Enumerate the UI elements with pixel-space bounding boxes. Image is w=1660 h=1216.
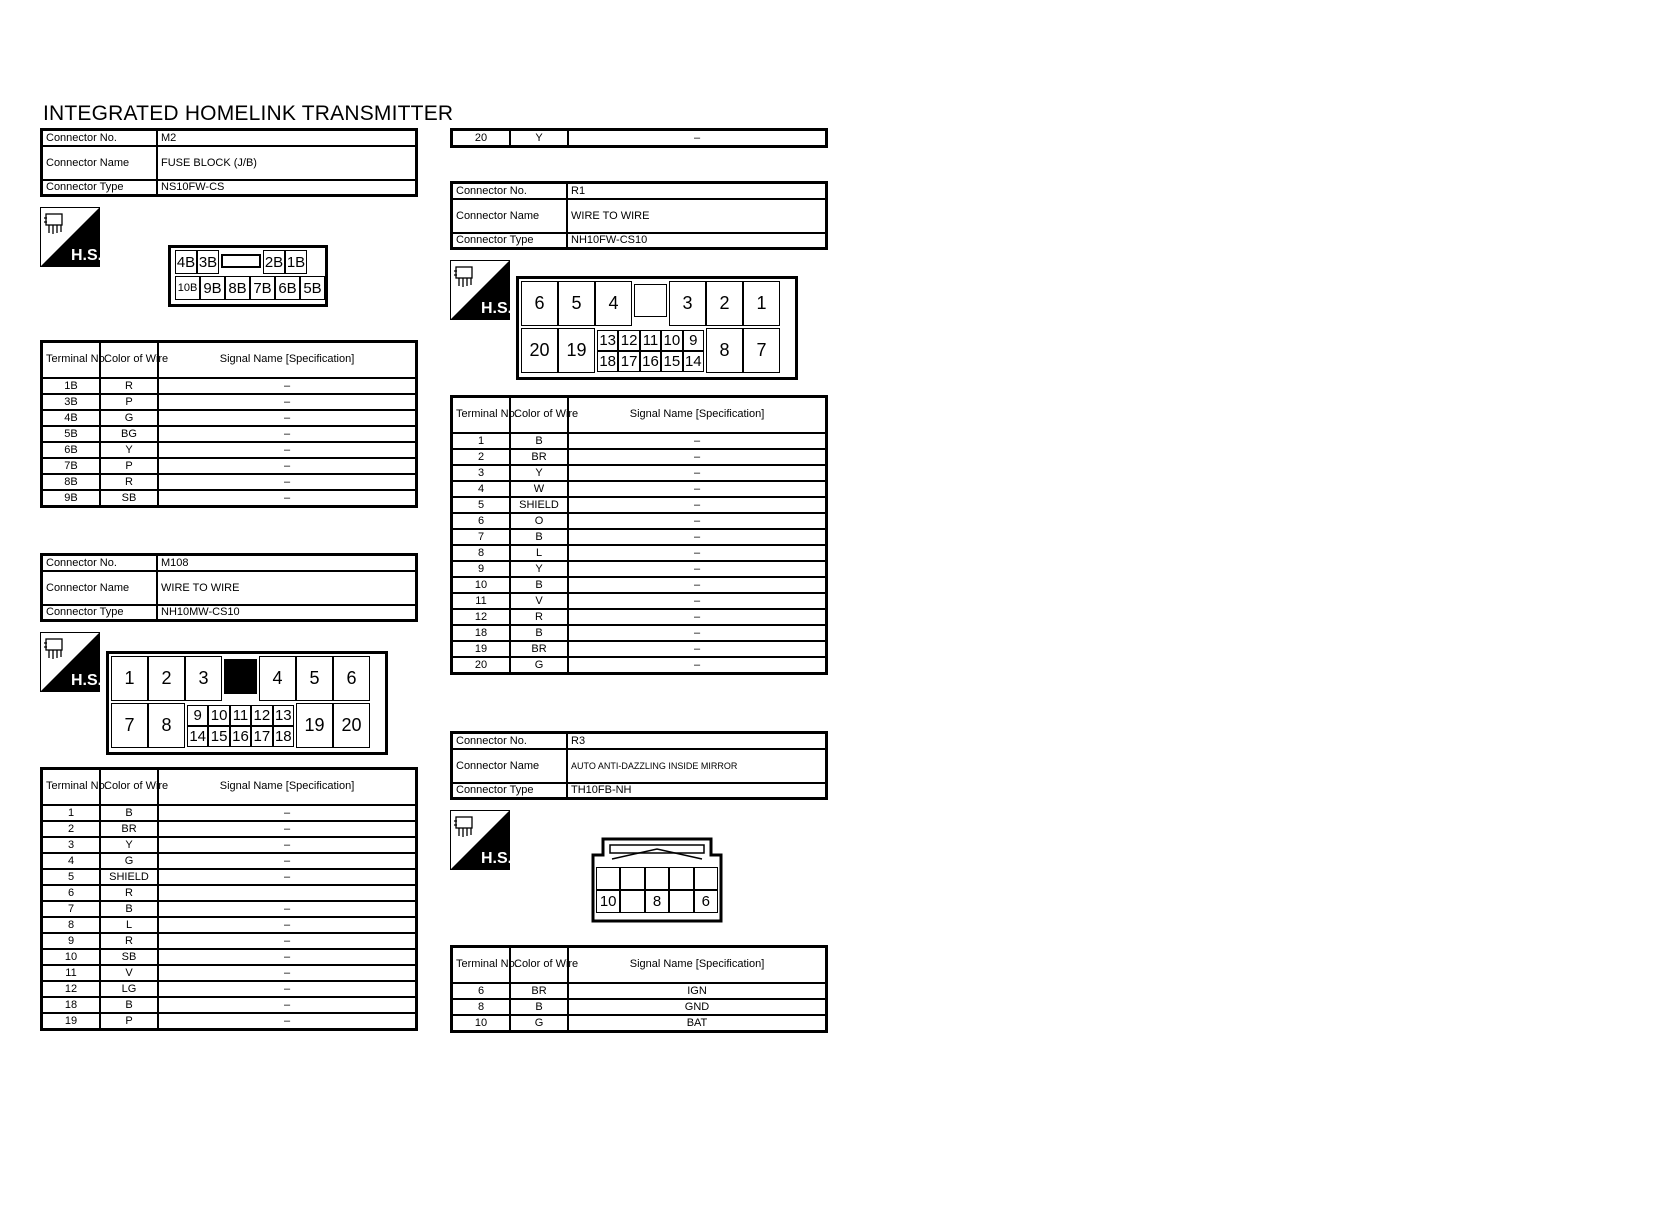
table-row: [452, 609, 827, 625]
table-row: [452, 433, 827, 449]
table-row: [452, 593, 827, 609]
table-row: [452, 625, 827, 641]
connector-info-r3: [450, 731, 828, 800]
terminal-cell: 10: [452, 1015, 511, 1032]
pin-cell: 16: [640, 351, 661, 372]
signal-name-cell: [158, 885, 417, 901]
pin-cell: 2B: [263, 250, 285, 274]
terminal-cell: 1B: [42, 378, 101, 394]
pin-cell: 9B: [200, 276, 225, 300]
wire-color-cell: SHIELD: [510, 497, 568, 513]
terminal-cell: 9B: [42, 490, 101, 507]
signal-name-cell: –: [568, 465, 827, 481]
connector-name-label: Connector Name: [42, 571, 158, 605]
table-row: [42, 821, 417, 837]
signal-name-cell: –: [158, 394, 417, 410]
pin-cell: 9: [187, 705, 208, 726]
pin-cell: 12: [618, 330, 639, 351]
signal-name-cell: –: [158, 1013, 417, 1030]
table-row: [42, 410, 417, 426]
terminal-cell: 3: [42, 837, 101, 853]
pin-cell: 19: [558, 328, 595, 373]
table-row: [42, 378, 417, 394]
wire-color-cell: Y: [100, 837, 158, 853]
svg-text:H.S.: H.S.: [481, 300, 513, 317]
wire-color-cell: R: [100, 933, 158, 949]
connector-no-value: M2: [157, 130, 417, 146]
signal-name-header: Signal Name [Specification]: [568, 397, 827, 433]
wire-color-cell: G: [100, 410, 158, 426]
connector-no-label: Connector No.: [42, 555, 158, 571]
table-row: [42, 853, 417, 869]
pin-cell: 11: [230, 705, 251, 726]
signal-name-cell: –: [158, 965, 417, 981]
wire-color-cell: B: [510, 577, 568, 593]
terminal-cell: 19: [42, 1013, 101, 1030]
terminal-cell: 20: [452, 130, 511, 147]
terminal-cell: 6: [452, 983, 511, 999]
locking-tab: [221, 254, 261, 268]
pin-cell: 10: [661, 330, 682, 351]
table-row: [452, 657, 827, 674]
table-row: [42, 933, 417, 949]
terminal-cell: 9: [42, 933, 101, 949]
pin-cell: 1: [743, 281, 780, 326]
pin-cell: 6: [521, 281, 558, 326]
wire-color-cell: B: [510, 529, 568, 545]
connector-name-value: AUTO ANTI-DAZZLING INSIDE MIRROR: [567, 749, 827, 783]
pin-cell: [596, 867, 620, 890]
hs-harness-side-icon: [40, 207, 103, 267]
terminal-cell: 8: [452, 545, 511, 561]
signal-name-cell: –: [568, 545, 827, 561]
pin-cell: 17: [251, 726, 272, 747]
wire-color-cell: V: [510, 593, 568, 609]
signal-name-cell: –: [568, 449, 827, 465]
table-row: [42, 981, 417, 997]
signal-name-cell: –: [568, 609, 827, 625]
terminal-cell: 19: [452, 641, 511, 657]
wire-color-cell: R: [510, 609, 568, 625]
pin-cell: 3: [185, 656, 222, 701]
terminal-cell: 7B: [42, 458, 101, 474]
connector-type-value: NH10FW-CS10: [567, 233, 827, 249]
table-row: [42, 837, 417, 853]
signal-name-cell: –: [568, 641, 827, 657]
signal-table-m108-continued: [450, 128, 828, 148]
table-row: [42, 917, 417, 933]
wire-color-cell: O: [510, 513, 568, 529]
pin-cell: 4B: [175, 250, 197, 274]
signal-name-cell: –: [158, 853, 417, 869]
pin-cell: 2: [148, 656, 185, 701]
pin-cell: 19: [296, 703, 333, 748]
terminal-cell: 18: [42, 997, 101, 1013]
connector-info-m108: [40, 553, 418, 622]
terminal-cell: 6: [42, 885, 101, 901]
table-row: [452, 130, 827, 147]
signal-name-cell: –: [568, 481, 827, 497]
signal-table-r3: [450, 945, 828, 1033]
locking-tab: [224, 659, 257, 694]
wire-color-cell: G: [510, 1015, 568, 1032]
wire-color-cell: BR: [510, 983, 568, 999]
connector-name-value: WIRE TO WIRE: [157, 571, 417, 605]
wire-color-cell: P: [100, 394, 158, 410]
pin-cell: 4: [259, 656, 296, 701]
connector-face-m108: [106, 651, 388, 755]
pin-cell: 8: [148, 703, 185, 748]
pin-cell: 7: [111, 703, 148, 748]
color-of-wire-header: Color of Wire: [510, 397, 568, 433]
connector-type-label: Connector Type: [42, 180, 158, 196]
wire-color-cell: Y: [100, 442, 158, 458]
signal-name-cell: –: [568, 433, 827, 449]
wire-color-cell: L: [510, 545, 568, 561]
svg-text:H.S.: H.S.: [481, 850, 513, 867]
table-row: [42, 901, 417, 917]
pin-cell: 15: [661, 351, 682, 372]
pin-cell: 10: [208, 705, 229, 726]
connector-no-value: R1: [567, 183, 827, 199]
terminal-cell: 6B: [42, 442, 101, 458]
pin-cell: 10B: [175, 276, 200, 300]
wire-color-cell: P: [100, 458, 158, 474]
signal-name-cell: –: [158, 458, 417, 474]
terminal-cell: 10: [42, 949, 101, 965]
terminal-cell: 12: [42, 981, 101, 997]
pin-cell: 16: [230, 726, 251, 747]
table-row: [42, 474, 417, 490]
pin-cell: 17: [618, 351, 639, 372]
terminal-cell: 1: [452, 433, 511, 449]
signal-name-cell: –: [158, 917, 417, 933]
wire-color-cell: R: [100, 474, 158, 490]
wire-color-cell: Y: [510, 561, 568, 577]
signal-name-cell: –: [568, 593, 827, 609]
signal-name-cell: –: [158, 426, 417, 442]
terminal-cell: 4: [452, 481, 511, 497]
pin-cell: 6: [333, 656, 370, 701]
terminal-cell: 1: [42, 805, 101, 821]
table-row: [42, 490, 417, 507]
terminal-cell: 4: [42, 853, 101, 869]
pin-cell: 2: [706, 281, 743, 326]
color-of-wire-header: Color of Wire: [100, 769, 158, 805]
pin-cell: 18: [597, 351, 618, 372]
connector-no-label: Connector No.: [452, 183, 568, 199]
table-row: [42, 394, 417, 410]
table-row: [42, 1013, 417, 1030]
terminal-cell: 8B: [42, 474, 101, 490]
terminal-cell: 5: [452, 497, 511, 513]
pin-cell: 7B: [250, 276, 275, 300]
pin-cell: 15: [208, 726, 229, 747]
wire-color-cell: L: [100, 917, 158, 933]
signal-name-cell: –: [568, 657, 827, 674]
pin-cell: 6: [694, 890, 718, 913]
pin-cell: 8: [645, 890, 669, 913]
wire-color-cell: B: [510, 999, 568, 1015]
table-row: [42, 949, 417, 965]
connector-no-label: Connector No.: [42, 130, 158, 146]
pin-cell: 11: [640, 330, 661, 351]
wire-color-cell: BR: [510, 641, 568, 657]
signal-name-cell: –: [158, 997, 417, 1013]
signal-name-cell: –: [158, 821, 417, 837]
connector-no-label: Connector No.: [452, 733, 568, 749]
pin-cell: 12: [251, 705, 272, 726]
table-row: [452, 529, 827, 545]
terminal-cell: 11: [42, 965, 101, 981]
signal-name-cell: –: [158, 474, 417, 490]
signal-name-cell: GND: [568, 999, 827, 1015]
wire-color-cell: R: [100, 885, 158, 901]
pin-cell: 18: [273, 726, 294, 747]
pin-cell: 8: [706, 328, 743, 373]
pin-cell: 9: [683, 330, 704, 351]
table-row: [452, 1015, 827, 1032]
signal-name-cell: BAT: [568, 1015, 827, 1032]
terminal-no-header: Terminal No.: [452, 397, 511, 433]
connector-name-label: Connector Name: [452, 749, 568, 783]
wire-color-cell: P: [100, 1013, 158, 1030]
terminal-cell: 12: [452, 609, 511, 625]
hs-harness-side-icon: [450, 260, 513, 320]
pin-cell: [694, 867, 718, 890]
table-row: [452, 641, 827, 657]
signal-name-cell: –: [158, 410, 417, 426]
wire-color-cell: SB: [100, 949, 158, 965]
terminal-cell: 4B: [42, 410, 101, 426]
signal-name-cell: –: [568, 577, 827, 593]
signal-name-cell: IGN: [568, 983, 827, 999]
connector-type-value: NH10MW-CS10: [157, 605, 417, 621]
signal-name-cell: –: [158, 490, 417, 507]
terminal-cell: 9: [452, 561, 511, 577]
pin-cell: [645, 867, 669, 890]
table-row: [42, 997, 417, 1013]
connector-info-m2: [40, 128, 418, 197]
connector-no-value: M108: [157, 555, 417, 571]
color-of-wire-header: Color of Wire: [100, 342, 158, 378]
table-row: [42, 885, 417, 901]
connector-type-label: Connector Type: [42, 605, 158, 621]
signal-name-cell: –: [158, 949, 417, 965]
terminal-cell: 10: [452, 577, 511, 593]
pin-cell: 14: [187, 726, 208, 747]
terminal-cell: 3B: [42, 394, 101, 410]
signal-name-cell: –: [158, 981, 417, 997]
pin-cell: 1: [111, 656, 148, 701]
table-row: [452, 999, 827, 1015]
pin-cell: [620, 867, 644, 890]
table-row: [42, 442, 417, 458]
connector-type-value: NS10FW-CS: [157, 180, 417, 196]
terminal-cell: 8: [42, 917, 101, 933]
pin-cell: 3: [669, 281, 706, 326]
table-row: [452, 465, 827, 481]
table-row: [452, 983, 827, 999]
terminal-cell: 7: [452, 529, 511, 545]
connector-info-r1: [450, 181, 828, 250]
page-title: INTEGRATED HOMELINK TRANSMITTER: [43, 102, 454, 125]
signal-name-header: Signal Name [Specification]: [568, 947, 827, 983]
signal-name-header: Signal Name [Specification]: [158, 769, 417, 805]
terminal-cell: 5: [42, 869, 101, 885]
table-row: [452, 577, 827, 593]
terminal-cell: 20: [452, 657, 511, 674]
wire-color-cell: G: [510, 657, 568, 674]
svg-text:H.S.: H.S.: [71, 247, 103, 264]
signal-name-cell: –: [158, 837, 417, 853]
pin-cell: 5: [558, 281, 595, 326]
wire-color-cell: G: [100, 853, 158, 869]
terminal-cell: 7: [42, 901, 101, 917]
terminal-cell: 2: [452, 449, 511, 465]
signal-name-cell: –: [568, 625, 827, 641]
terminal-cell: 2: [42, 821, 101, 837]
wire-color-cell: B: [100, 805, 158, 821]
wire-color-cell: BG: [100, 426, 158, 442]
table-row: [452, 497, 827, 513]
pin-cell: 20: [521, 328, 558, 373]
wire-color-cell: BR: [510, 449, 568, 465]
connector-face-r3: [588, 837, 726, 923]
pin-cell: 6B: [275, 276, 300, 300]
table-row: [452, 513, 827, 529]
signal-name-cell: –: [158, 933, 417, 949]
hs-harness-side-icon: [40, 632, 103, 692]
terminal-cell: 6: [452, 513, 511, 529]
terminal-cell: 11: [452, 593, 511, 609]
pin-cell: 20: [333, 703, 370, 748]
wire-color-cell: V: [100, 965, 158, 981]
signal-name-cell: –: [158, 901, 417, 917]
table-row: [452, 545, 827, 561]
pin-cell: 8B: [225, 276, 250, 300]
table-row: [42, 805, 417, 821]
table-row: [452, 481, 827, 497]
pin-cell: 5B: [300, 276, 325, 300]
wire-color-cell: B: [510, 433, 568, 449]
pin-cell: 13: [273, 705, 294, 726]
pin-cell: 4: [595, 281, 632, 326]
wire-color-cell: Y: [510, 130, 568, 147]
table-row: [452, 561, 827, 577]
connector-face-m2: [168, 245, 328, 307]
terminal-cell: 8: [452, 999, 511, 1015]
wire-color-cell: Y: [510, 465, 568, 481]
signal-table-m108: [40, 767, 418, 1031]
connector-type-label: Connector Type: [452, 783, 568, 799]
pin-cell: 10: [596, 890, 620, 913]
table-row: [42, 869, 417, 885]
signal-name-header: Signal Name [Specification]: [158, 342, 417, 378]
pin-cell: 14: [683, 351, 704, 372]
pin-cell: 13: [597, 330, 618, 351]
color-of-wire-header: Color of Wire: [510, 947, 568, 983]
signal-name-cell: –: [568, 130, 827, 147]
signal-name-cell: –: [568, 497, 827, 513]
signal-name-cell: –: [568, 529, 827, 545]
pin-cell: [669, 890, 693, 913]
table-row: [42, 965, 417, 981]
signal-table-r1: [450, 395, 828, 675]
table-row: [42, 426, 417, 442]
signal-name-cell: –: [158, 869, 417, 885]
wire-color-cell: SB: [100, 490, 158, 507]
signal-name-cell: –: [568, 561, 827, 577]
svg-text:H.S.: H.S.: [71, 672, 103, 689]
wire-color-cell: B: [100, 997, 158, 1013]
terminal-cell: 5B: [42, 426, 101, 442]
pin-cell: 1B: [285, 250, 307, 274]
wire-color-cell: LG: [100, 981, 158, 997]
connector-face-r1: [516, 276, 798, 380]
signal-name-cell: –: [158, 805, 417, 821]
connector-type-value: TH10FB-NH: [567, 783, 827, 799]
pin-cell: 7: [743, 328, 780, 373]
wire-color-cell: R: [100, 378, 158, 394]
wire-color-cell: B: [100, 901, 158, 917]
locking-tab: [634, 284, 667, 317]
connector-name-label: Connector Name: [42, 146, 158, 180]
pin-cell: [620, 890, 644, 913]
wire-color-cell: B: [510, 625, 568, 641]
signal-name-cell: –: [158, 378, 417, 394]
signal-table-m2: [40, 340, 418, 508]
pin-cell: 3B: [197, 250, 219, 274]
wire-color-cell: BR: [100, 821, 158, 837]
terminal-cell: 18: [452, 625, 511, 641]
terminal-no-header: Terminal No.: [452, 947, 511, 983]
connector-type-label: Connector Type: [452, 233, 568, 249]
pin-cell: 5: [296, 656, 333, 701]
connector-no-value: R3: [567, 733, 827, 749]
terminal-cell: 3: [452, 465, 511, 481]
connector-name-value: FUSE BLOCK (J/B): [157, 146, 417, 180]
signal-name-cell: –: [568, 513, 827, 529]
connector-name-value: WIRE TO WIRE: [567, 199, 827, 233]
terminal-no-header: Terminal No.: [42, 342, 101, 378]
terminal-no-header: Terminal No.: [42, 769, 101, 805]
wire-color-cell: SHIELD: [100, 869, 158, 885]
wire-color-cell: W: [510, 481, 568, 497]
signal-name-cell: –: [158, 442, 417, 458]
table-row: [452, 449, 827, 465]
pin-cell: [669, 867, 693, 890]
hs-harness-side-icon: [450, 810, 513, 870]
table-row: [42, 458, 417, 474]
connector-name-label: Connector Name: [452, 199, 568, 233]
